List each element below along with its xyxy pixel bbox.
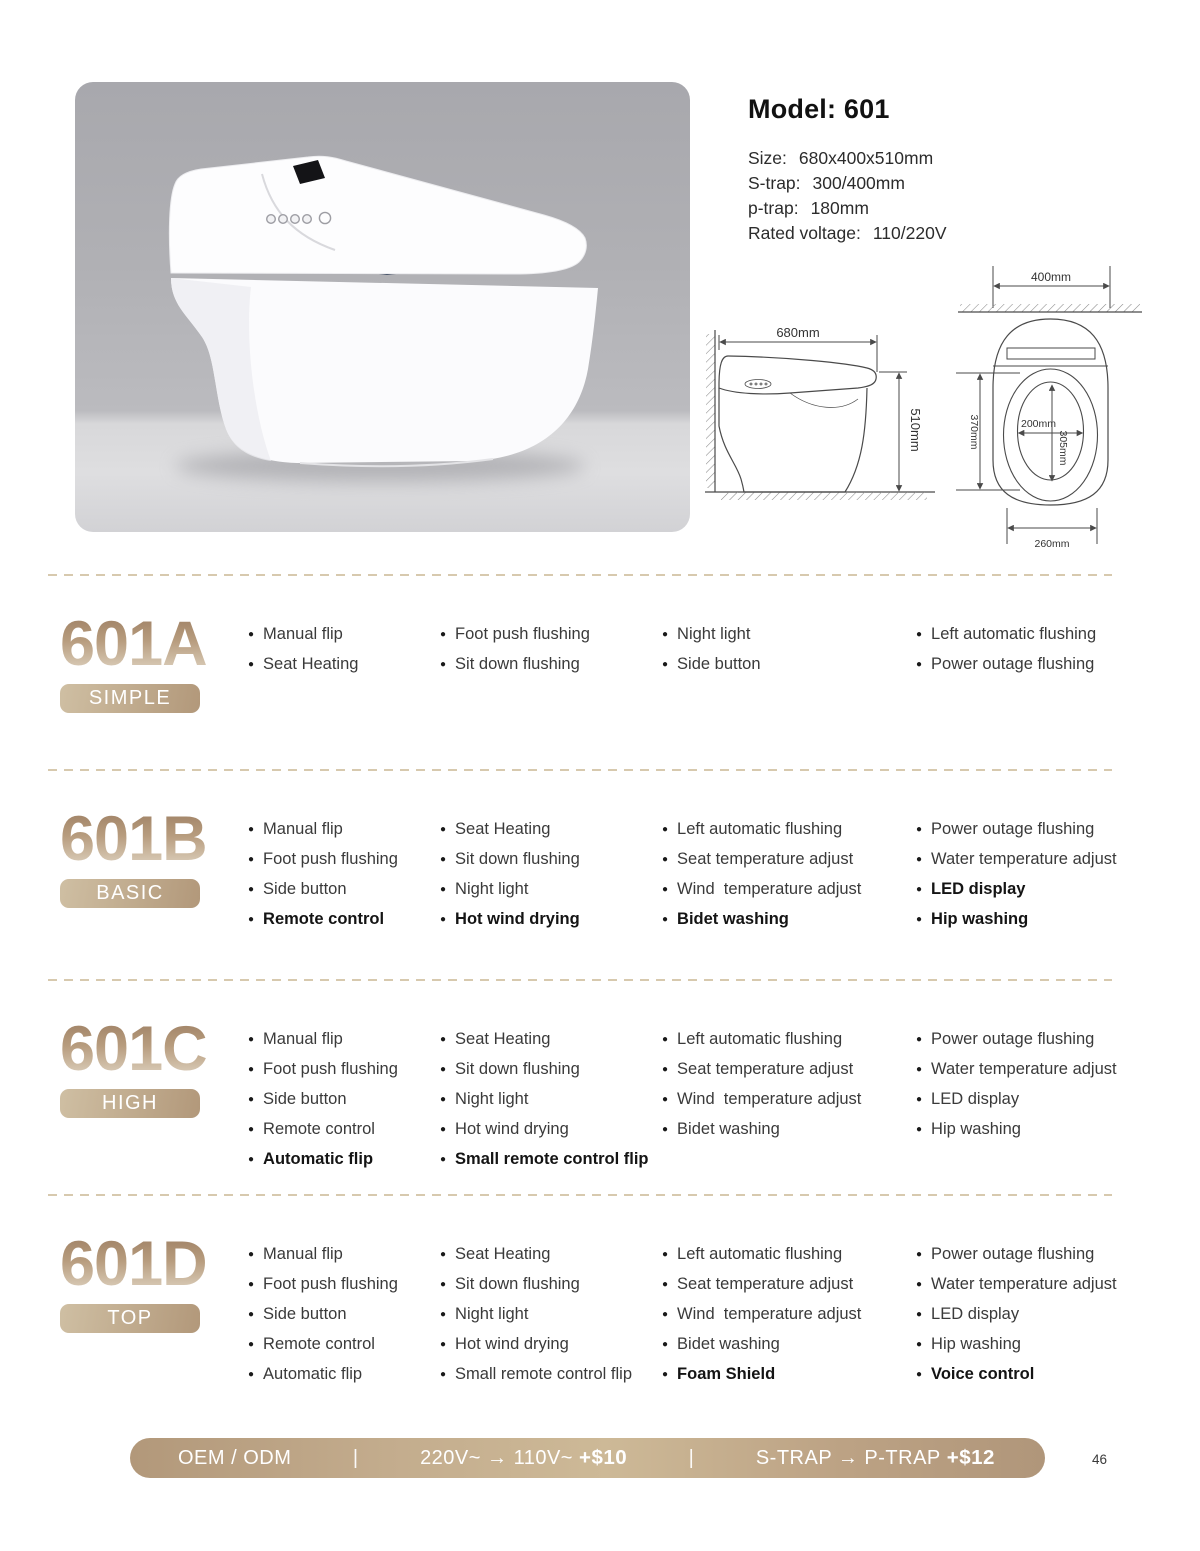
feature-item bbox=[662, 1054, 916, 1084]
feature-column bbox=[662, 619, 916, 679]
toilet-lid bbox=[169, 156, 586, 274]
feature-item bbox=[248, 649, 440, 679]
feature-label: Hip washing bbox=[931, 1334, 1021, 1353]
wall-hatch bbox=[706, 334, 715, 488]
feature-grid bbox=[248, 1239, 1156, 1389]
feature-item bbox=[662, 1114, 916, 1144]
bullet-icon: ● bbox=[662, 853, 669, 865]
variant-code: 601A bbox=[60, 613, 210, 676]
feature-item bbox=[662, 1024, 916, 1054]
bullet-icon: ● bbox=[916, 1368, 923, 1380]
bullet-icon: ● bbox=[440, 1368, 447, 1380]
bullet-icon: ● bbox=[248, 1093, 255, 1105]
bullet-icon: ● bbox=[440, 628, 447, 640]
feature-column bbox=[248, 619, 440, 679]
feature-label: Seat Heating bbox=[263, 654, 359, 673]
feature-column bbox=[440, 1024, 662, 1174]
feature-item bbox=[440, 1239, 662, 1269]
bullet-icon: ● bbox=[916, 1063, 923, 1075]
bullet-icon: ● bbox=[440, 1338, 447, 1350]
feature-label: Remote control bbox=[263, 909, 385, 928]
feature-column bbox=[916, 1024, 1156, 1174]
control-panel-detail bbox=[745, 380, 771, 389]
feature-item bbox=[662, 1084, 916, 1114]
feature-label: Hip washing bbox=[931, 1119, 1021, 1138]
bullet-icon: ● bbox=[916, 1338, 923, 1350]
bullet-icon: ● bbox=[662, 1308, 669, 1320]
feature-label: Seat temperature adjust bbox=[677, 849, 854, 868]
bullet-icon: ● bbox=[440, 1033, 447, 1045]
feature-item bbox=[662, 1269, 916, 1299]
feature-label: Side button bbox=[263, 879, 347, 898]
bullet-icon: ● bbox=[248, 658, 255, 670]
feature-item bbox=[248, 874, 440, 904]
bullet-icon: ● bbox=[916, 823, 923, 835]
feature-label: Foot push flushing bbox=[263, 1059, 398, 1078]
spec-ptrap: p-trap: 180mm bbox=[748, 198, 869, 218]
feature-label: Automatic flip bbox=[263, 1149, 374, 1168]
offer-bar bbox=[130, 1438, 1045, 1478]
bullet-icon: ● bbox=[440, 883, 447, 895]
feature-label: Hot wind drying bbox=[455, 1119, 569, 1138]
variant-code: 601B bbox=[60, 808, 210, 871]
feature-item bbox=[248, 1054, 440, 1084]
bullet-icon: ● bbox=[248, 628, 255, 640]
feature-column bbox=[662, 1024, 916, 1174]
spec-size: Size: 680x400x510mm bbox=[748, 148, 934, 168]
feature-label: Wind temperature adjust bbox=[677, 1089, 862, 1108]
feature-item bbox=[662, 874, 916, 904]
feature-item bbox=[248, 814, 440, 844]
feature-label: Foam Shield bbox=[677, 1364, 776, 1383]
feature-grid bbox=[248, 1024, 1156, 1174]
feature-label: Manual flip bbox=[263, 624, 343, 643]
feature-column bbox=[662, 1239, 916, 1389]
bullet-icon: ● bbox=[248, 1308, 255, 1320]
feature-label: Small remote control flip bbox=[455, 1149, 649, 1168]
bullet-icon: ● bbox=[662, 1368, 669, 1380]
bullet-icon: ● bbox=[662, 1123, 669, 1135]
bullet-icon: ● bbox=[440, 1093, 447, 1105]
feature-column bbox=[248, 1239, 440, 1389]
bullet-icon: ● bbox=[248, 1123, 255, 1135]
feature-column bbox=[440, 814, 662, 934]
side-view-diagram bbox=[695, 322, 940, 507]
feature-item bbox=[440, 1114, 662, 1144]
feature-label: Wind temperature adjust bbox=[677, 1304, 862, 1323]
bullet-icon: ● bbox=[248, 913, 255, 925]
feature-item bbox=[440, 1299, 662, 1329]
feature-label: Night light bbox=[455, 1089, 529, 1108]
feature-item bbox=[916, 844, 1156, 874]
variant-tier-badge: SIMPLE bbox=[60, 684, 200, 713]
feature-item bbox=[248, 1269, 440, 1299]
bullet-icon: ● bbox=[440, 1063, 447, 1075]
floor-hatch bbox=[721, 492, 927, 500]
feature-item bbox=[662, 814, 916, 844]
variant-tier-badge: BASIC bbox=[60, 879, 200, 908]
dim-bowl-depth-label: 305mm bbox=[1057, 430, 1069, 466]
feature-label: Left automatic flushing bbox=[677, 1029, 843, 1048]
tank-top-rect bbox=[1007, 348, 1095, 359]
feature-item bbox=[916, 1329, 1156, 1359]
feature-item bbox=[662, 904, 916, 934]
feature-label: Bidet washing bbox=[677, 1334, 780, 1353]
feature-label: Small remote control flip bbox=[455, 1364, 633, 1383]
feature-label: LED display bbox=[931, 1089, 1020, 1108]
feature-label: Sit down flushing bbox=[455, 849, 580, 868]
variant-code: 601C bbox=[60, 1018, 210, 1081]
feature-label: Automatic flip bbox=[263, 1364, 363, 1383]
feature-label: Wind temperature adjust bbox=[677, 879, 862, 898]
feature-column bbox=[440, 1239, 662, 1389]
feature-item bbox=[248, 1239, 440, 1269]
feature-item bbox=[440, 814, 662, 844]
feature-column bbox=[916, 1239, 1156, 1389]
feature-item bbox=[248, 1299, 440, 1329]
bullet-icon: ● bbox=[916, 628, 923, 640]
feature-label: Bidet washing bbox=[677, 1119, 780, 1138]
feature-label: Power outage flushing bbox=[931, 1244, 1095, 1263]
toilet-outline-upper bbox=[719, 356, 876, 394]
divider: | bbox=[352, 1446, 359, 1469]
bullet-icon: ● bbox=[248, 1153, 255, 1165]
feature-column bbox=[440, 619, 662, 679]
bullet-icon: ● bbox=[440, 1153, 447, 1165]
variant-section-601b bbox=[0, 770, 1200, 980]
bullet-icon: ● bbox=[662, 658, 669, 670]
dim-height-label: 510mm bbox=[908, 408, 923, 452]
bullet-icon: ● bbox=[916, 853, 923, 865]
bullet-icon: ● bbox=[916, 1093, 923, 1105]
feature-item bbox=[440, 874, 662, 904]
feature-item bbox=[440, 1329, 662, 1359]
bullet-icon: ● bbox=[440, 1248, 447, 1260]
feature-item bbox=[662, 844, 916, 874]
bullet-icon: ● bbox=[248, 1368, 255, 1380]
feature-grid bbox=[248, 814, 1156, 934]
feature-label: Remote control bbox=[263, 1334, 375, 1353]
variant-tier-badge: TOP bbox=[60, 1304, 200, 1333]
bullet-icon: ● bbox=[662, 1278, 669, 1290]
spec-voltage: Rated voltage: 110/220V bbox=[748, 223, 947, 243]
feature-item bbox=[440, 1359, 662, 1389]
dim-seat-depth-label: 370mm bbox=[968, 414, 980, 450]
feature-label: Water temperature adjust bbox=[931, 1274, 1117, 1293]
feature-column bbox=[662, 814, 916, 934]
feature-label: Voice control bbox=[931, 1364, 1035, 1383]
feature-item bbox=[248, 1024, 440, 1054]
bullet-icon: ● bbox=[662, 1093, 669, 1105]
feature-item bbox=[248, 1329, 440, 1359]
feature-item bbox=[662, 1239, 916, 1269]
feature-item bbox=[916, 814, 1156, 844]
dim-bowl-width-label: 200mm bbox=[1021, 418, 1057, 430]
bullet-icon: ● bbox=[916, 883, 923, 895]
variant-section-601c bbox=[0, 980, 1200, 1195]
bullet-icon: ● bbox=[662, 883, 669, 895]
bullet-icon: ● bbox=[248, 853, 255, 865]
feature-label: Sit down flushing bbox=[455, 654, 580, 673]
feature-item bbox=[440, 619, 662, 649]
bullet-icon: ● bbox=[916, 1308, 923, 1320]
dashed-divider bbox=[48, 1194, 1112, 1196]
variant-sections bbox=[0, 575, 1200, 1438]
feature-label: Hot wind drying bbox=[455, 1334, 569, 1353]
feature-item bbox=[662, 1359, 916, 1389]
feature-item bbox=[248, 1114, 440, 1144]
bullet-icon: ● bbox=[248, 823, 255, 835]
product-photo bbox=[75, 82, 690, 532]
feature-item bbox=[916, 649, 1156, 679]
feature-label: Night light bbox=[455, 1304, 529, 1323]
feature-item bbox=[440, 649, 662, 679]
feature-column bbox=[916, 619, 1156, 679]
feature-label: Left automatic flushing bbox=[931, 624, 1097, 643]
feature-label: Manual flip bbox=[263, 1029, 343, 1048]
bowl-inner-ellipse bbox=[1018, 382, 1084, 480]
feature-item bbox=[916, 1359, 1156, 1389]
feature-item bbox=[440, 904, 662, 934]
bullet-icon: ● bbox=[662, 1248, 669, 1260]
bullet-icon: ● bbox=[248, 1063, 255, 1075]
feature-item bbox=[440, 1054, 662, 1084]
feature-item bbox=[916, 1299, 1156, 1329]
model-info bbox=[748, 94, 947, 246]
dim-length-label: 680mm bbox=[776, 325, 820, 340]
feature-item bbox=[662, 1299, 916, 1329]
feature-label: Side button bbox=[263, 1089, 347, 1108]
feature-label: Side button bbox=[677, 654, 761, 673]
bullet-icon: ● bbox=[916, 913, 923, 925]
toilet-illustration bbox=[75, 82, 690, 532]
feature-label: Night light bbox=[677, 624, 751, 643]
bullet-icon: ● bbox=[440, 1278, 447, 1290]
spec-strap: S-trap: 300/400mm bbox=[748, 173, 905, 193]
feature-label: Manual flip bbox=[263, 819, 343, 838]
feature-item bbox=[248, 1144, 440, 1174]
feature-item bbox=[916, 619, 1156, 649]
variant-section-601d bbox=[0, 1195, 1200, 1438]
bullet-icon: ● bbox=[248, 1338, 255, 1350]
bullet-icon: ● bbox=[662, 628, 669, 640]
feature-label: Bidet washing bbox=[677, 909, 789, 928]
bullet-icon: ● bbox=[662, 1338, 669, 1350]
bullet-icon: ● bbox=[440, 913, 447, 925]
bullet-icon: ● bbox=[662, 1063, 669, 1075]
seat-underside-line bbox=[790, 393, 858, 407]
feature-item bbox=[916, 1269, 1156, 1299]
feature-label: Seat Heating bbox=[455, 1244, 551, 1263]
feature-label: Foot push flushing bbox=[263, 849, 398, 868]
feature-label: LED display bbox=[931, 879, 1026, 898]
bullet-icon: ● bbox=[248, 1033, 255, 1045]
feature-label: Seat temperature adjust bbox=[677, 1059, 854, 1078]
feature-label: LED display bbox=[931, 1304, 1020, 1323]
voltage-offer: 220V~ → 110V~ +$10 bbox=[420, 1446, 628, 1469]
feature-item bbox=[916, 1054, 1156, 1084]
feature-item bbox=[248, 904, 440, 934]
page-number: 46 bbox=[1092, 1452, 1108, 1467]
feature-label: Left automatic flushing bbox=[677, 819, 843, 838]
top-view-diagram bbox=[950, 256, 1150, 551]
feature-item bbox=[662, 1329, 916, 1359]
variant-heading bbox=[60, 1229, 210, 1333]
feature-item bbox=[440, 1024, 662, 1054]
feature-item bbox=[440, 844, 662, 874]
feature-label: Remote control bbox=[263, 1119, 375, 1138]
bullet-icon: ● bbox=[662, 1033, 669, 1045]
dashed-divider bbox=[48, 769, 1112, 771]
feature-label: Water temperature adjust bbox=[931, 1059, 1117, 1078]
feature-item bbox=[440, 1269, 662, 1299]
bullet-icon: ● bbox=[916, 1123, 923, 1135]
feature-label: Foot push flushing bbox=[263, 1274, 398, 1293]
feature-label: Power outage flushing bbox=[931, 819, 1095, 838]
feature-item bbox=[916, 1239, 1156, 1269]
feature-item bbox=[916, 1114, 1156, 1144]
variant-heading bbox=[60, 609, 210, 713]
feature-label: Foot push flushing bbox=[455, 624, 590, 643]
bullet-icon: ● bbox=[440, 658, 447, 670]
feature-label: Sit down flushing bbox=[455, 1274, 580, 1293]
feature-item bbox=[916, 904, 1156, 934]
feature-label: Side button bbox=[263, 1304, 347, 1323]
feature-label: Water temperature adjust bbox=[931, 849, 1117, 868]
dashed-divider bbox=[48, 979, 1112, 981]
feature-label: Night light bbox=[455, 879, 529, 898]
bullet-icon: ● bbox=[916, 658, 923, 670]
feature-item bbox=[662, 619, 916, 649]
feature-item bbox=[248, 844, 440, 874]
feature-column bbox=[248, 1024, 440, 1174]
trap-price: +$12 bbox=[946, 1446, 995, 1469]
variant-heading bbox=[60, 804, 210, 908]
feature-label: Hip washing bbox=[931, 909, 1029, 928]
toilet-outline-body bbox=[719, 388, 867, 492]
feature-label: Power outage flushing bbox=[931, 1029, 1095, 1048]
feature-item bbox=[916, 1084, 1156, 1114]
feature-label: Left automatic flushing bbox=[677, 1244, 843, 1263]
spec-list bbox=[748, 146, 947, 246]
trap-offer: S-TRAP → P-TRAP +$12 bbox=[755, 1446, 995, 1469]
voltage-price: +$10 bbox=[578, 1446, 628, 1469]
feature-item bbox=[662, 649, 916, 679]
bullet-icon: ● bbox=[440, 1123, 447, 1135]
bullet-icon: ● bbox=[440, 1308, 447, 1320]
feature-label: Seat temperature adjust bbox=[677, 1274, 854, 1293]
feature-label: Power outage flushing bbox=[931, 654, 1095, 673]
feature-grid bbox=[248, 619, 1156, 679]
feature-column bbox=[916, 814, 1156, 934]
bullet-icon: ● bbox=[662, 823, 669, 835]
feature-label: Seat Heating bbox=[455, 1029, 551, 1048]
bullet-icon: ● bbox=[440, 823, 447, 835]
bullet-icon: ● bbox=[248, 1248, 255, 1260]
oem-label: OEM / ODM bbox=[178, 1446, 292, 1469]
variant-section-601a bbox=[0, 575, 1200, 770]
feature-item bbox=[248, 619, 440, 649]
divider: | bbox=[688, 1446, 695, 1469]
variant-heading bbox=[60, 1014, 210, 1118]
body-outline-top bbox=[993, 319, 1108, 505]
bullet-icon: ● bbox=[916, 1033, 923, 1045]
feature-item bbox=[248, 1359, 440, 1389]
feature-item bbox=[248, 1084, 440, 1114]
variant-tier-badge: HIGH bbox=[60, 1089, 200, 1118]
bullet-icon: ● bbox=[662, 913, 669, 925]
feature-label: Seat Heating bbox=[455, 819, 551, 838]
feature-label: Sit down flushing bbox=[455, 1059, 580, 1078]
dashed-divider bbox=[48, 574, 1112, 576]
bullet-icon: ● bbox=[440, 853, 447, 865]
feature-item bbox=[440, 1084, 662, 1114]
bullet-icon: ● bbox=[248, 1278, 255, 1290]
dim-base-width-label: 260mm bbox=[1034, 538, 1070, 550]
wall-hatch-top bbox=[960, 304, 1140, 312]
bullet-icon: ● bbox=[916, 1278, 923, 1290]
dim-width-label: 400mm bbox=[1030, 270, 1072, 284]
feature-column bbox=[248, 814, 440, 934]
bullet-icon: ● bbox=[248, 883, 255, 895]
variant-code: 601D bbox=[60, 1233, 210, 1296]
feature-item bbox=[916, 1024, 1156, 1054]
bullet-icon: ● bbox=[916, 1248, 923, 1260]
feature-label: Hot wind drying bbox=[455, 909, 580, 928]
feature-item bbox=[440, 1144, 662, 1174]
feature-label: Manual flip bbox=[263, 1244, 343, 1263]
page-title: Model: 601 bbox=[748, 94, 890, 124]
feature-item bbox=[916, 874, 1156, 904]
